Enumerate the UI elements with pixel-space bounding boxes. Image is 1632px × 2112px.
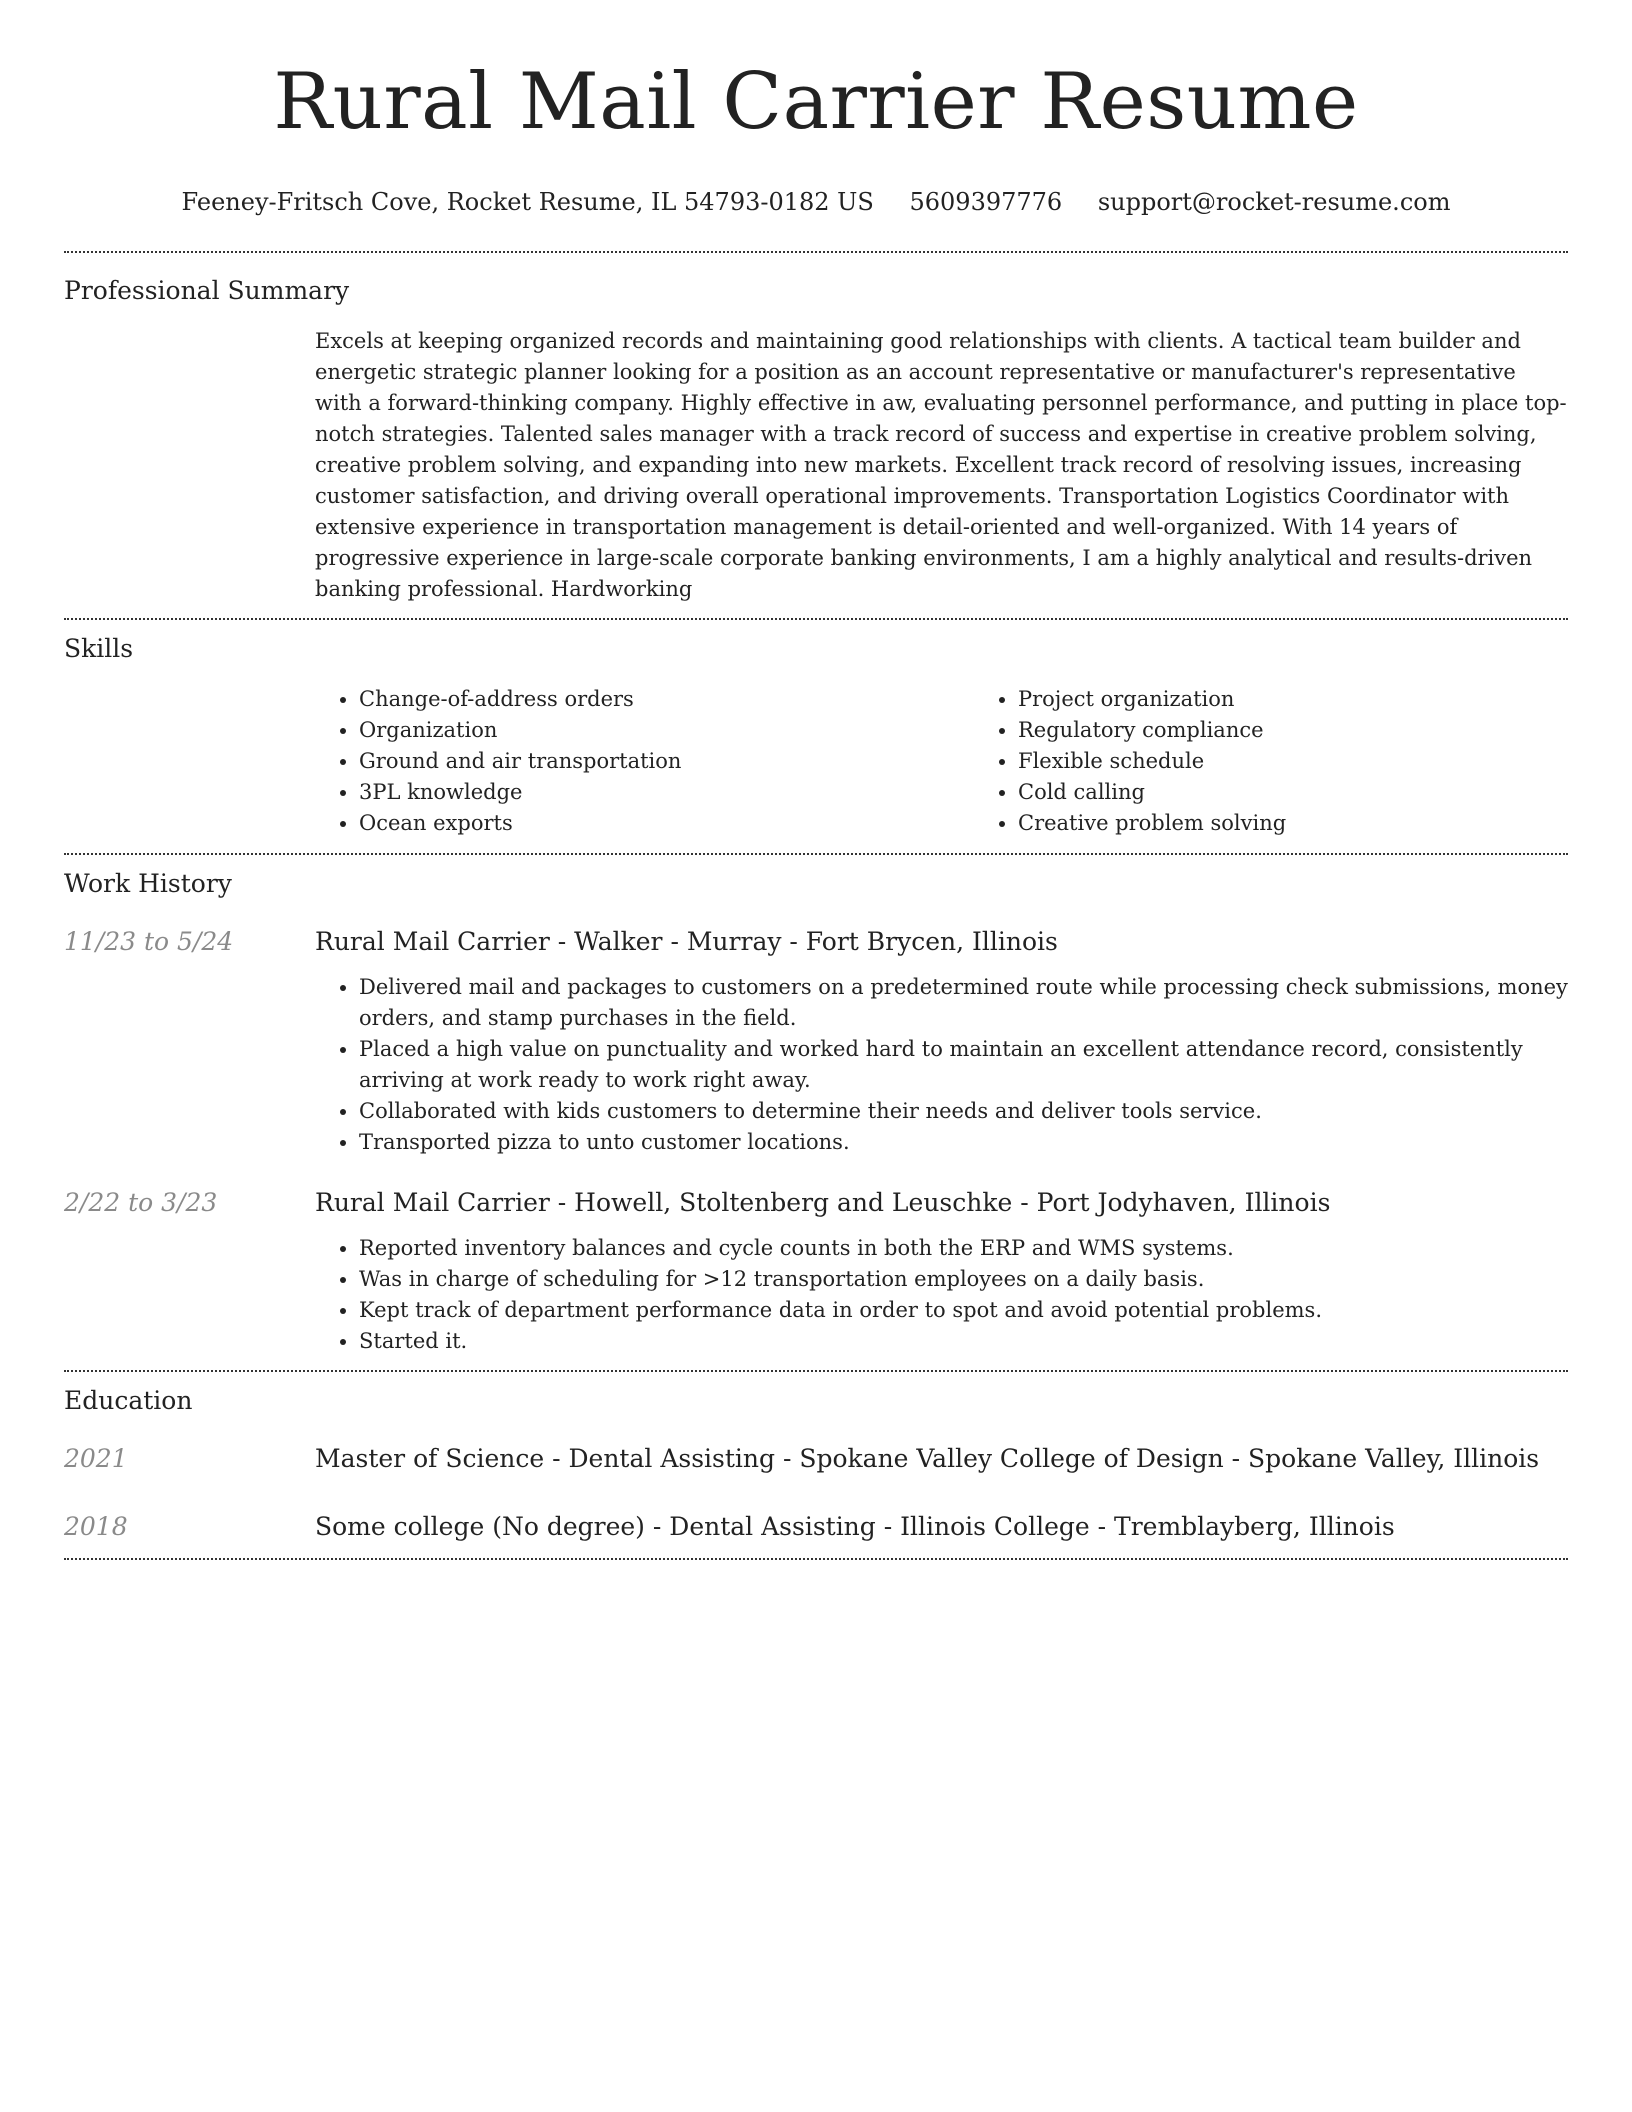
skills-list-left bbox=[315, 684, 974, 839]
education-entry bbox=[64, 1442, 1568, 1476]
job-bullet: • Delivered mail and packages to customers on a predetermined route while processing check submissions, money orders, and stamp purchases in the field. bbox=[359, 972, 1568, 1034]
contact-phone: 5609397776 bbox=[909, 188, 1063, 216]
education-year: 2021 bbox=[64, 1444, 128, 1473]
education-year: 2018 bbox=[64, 1512, 128, 1541]
job-bullet: • Kept track of department performance data in order to spot and avoid potential problems. bbox=[359, 1295, 1568, 1326]
skill-item: • Creative problem solving bbox=[1018, 808, 1632, 839]
summary-section bbox=[64, 253, 1568, 618]
summary-heading: Professional Summary bbox=[64, 276, 350, 305]
contact-address: Feeney-Fritsch Cove, Rocket Resume, IL 54793-0182 US bbox=[181, 188, 874, 216]
education-entry bbox=[64, 1510, 1568, 1544]
skill-item: • Regulatory compliance bbox=[1018, 715, 1632, 746]
job-dates: 2/22 to 3/23 bbox=[64, 1188, 218, 1217]
job-entry bbox=[64, 925, 1568, 1158]
education-heading: Education bbox=[64, 1386, 193, 1415]
section-divider bbox=[64, 1558, 1568, 1560]
job-entry bbox=[64, 1186, 1568, 1357]
skill-item: • Organization bbox=[359, 715, 974, 746]
skills-heading: Skills bbox=[64, 634, 134, 663]
contact-line bbox=[64, 186, 1568, 218]
skill-item: • Change-of-address orders bbox=[359, 684, 974, 715]
summary-text: Excels at keeping organized records and maintaining good relationships with clients. A tactical team builder and energetic strategic planner looking for a position as an account representative or manufacturer's representative with a forward-thinking company. Highly effective in aw, evaluating personnel performance, and putting in place top-notch strategies. Talented sales manager with a track record of success and expertise in creative problem solving, creative problem solving, and expanding into new markets. Excellent track record of resolving issues, increasing customer satisfaction, and driving overall operational improvements. Transportation Logistics Coordinator with extensive experience in transportation management is detail-oriented and well-organized. With 14 years of progressive experience in large-scale corporate banking environments, I am a highly analytical and results-driven banking professional. Hardworking bbox=[315, 329, 1567, 601]
job-title: Rural Mail Carrier - Howell, Stoltenberg and Leuschke - Port Jodyhaven, Illinois bbox=[315, 1188, 1331, 1217]
skill-item: • Ocean exports bbox=[359, 808, 974, 839]
skill-item: • Cold calling bbox=[1018, 777, 1632, 808]
work-history-heading: Work History bbox=[64, 869, 232, 898]
job-title: Rural Mail Carrier - Walker - Murray - Fort Brycen, Illinois bbox=[315, 927, 1058, 956]
job-bullet: • Transported pizza to unto customer locations. bbox=[359, 1127, 1568, 1158]
skill-item: • Project organization bbox=[1018, 684, 1632, 715]
education-title: Master of Science - Dental Assisting - Spokane Valley College of Design - Spokane Valley, Illinois bbox=[315, 1444, 1540, 1473]
skill-item: • Flexible schedule bbox=[1018, 746, 1632, 777]
job-bullet: • Started it. bbox=[359, 1326, 1568, 1357]
work-history-section bbox=[64, 855, 1568, 1370]
resume-title: Rural Mail Carrier Resume bbox=[273, 57, 1359, 147]
contact-email: support@rocket-resume.com bbox=[1097, 188, 1451, 216]
job-bullet: • Collaborated with kids customers to determine their needs and deliver tools service. bbox=[359, 1096, 1568, 1127]
job-bullets bbox=[315, 1233, 1568, 1357]
job-bullet: • Placed a high value on punctuality and worked hard to maintain an excellent attendance record, consistently arriving at work ready to work right away. bbox=[359, 1034, 1568, 1096]
education-section bbox=[64, 1372, 1568, 1558]
skills-list-right bbox=[974, 684, 1632, 839]
job-dates: 11/23 to 5/24 bbox=[64, 927, 234, 956]
education-title: Some college (No degree) - Dental Assisting - Illinois College - Tremblayberg, Illinois bbox=[315, 1512, 1395, 1541]
skills-section bbox=[64, 620, 1568, 853]
skill-item: • 3PL knowledge bbox=[359, 777, 974, 808]
job-bullet: • Reported inventory balances and cycle counts in both the ERP and WMS systems. bbox=[359, 1233, 1568, 1264]
skill-item: • Ground and air transportation bbox=[359, 746, 974, 777]
job-bullet: • Was in charge of scheduling for >12 transportation employees on a daily basis. bbox=[359, 1264, 1568, 1295]
job-bullets bbox=[315, 972, 1568, 1158]
